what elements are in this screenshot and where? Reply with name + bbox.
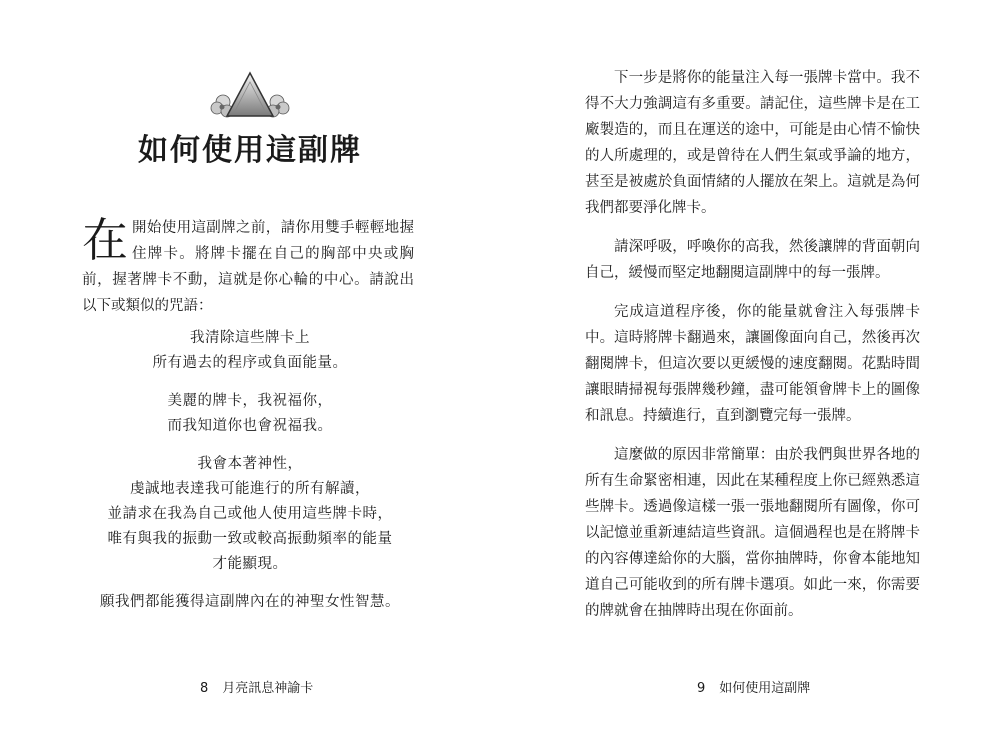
prayer-line: 我清除這些牌卡上 bbox=[190, 330, 310, 346]
prayer-line: 所有過去的程序或負面能量。 bbox=[152, 355, 348, 371]
prayer-line: 並請求在我為自己或他人使用這些牌卡時， bbox=[107, 506, 393, 522]
page-number: 9 bbox=[697, 681, 706, 696]
body-text bbox=[585, 65, 920, 637]
prayer-line: 而我知道你也會祝福我。 bbox=[167, 418, 333, 434]
prayer-stanza bbox=[60, 326, 440, 376]
prayer-stanza bbox=[60, 590, 440, 615]
prayer-block bbox=[60, 326, 440, 628]
drop-cap: 在 bbox=[82, 213, 128, 267]
intro-text: 開始使用這副牌之前，請你用雙手輕輕地握住牌卡。將牌卡擺在自己的胸部中央或胸前，握著牌卡不動，這就是你心輪的中心。請說出以下或類似的咒語： bbox=[82, 220, 414, 314]
right-page bbox=[500, 0, 1000, 733]
triangle-ornament-icon bbox=[205, 70, 295, 120]
page-footer bbox=[200, 677, 313, 696]
page-number: 8 bbox=[200, 681, 209, 696]
prayer-line: 願我們都能獲得這副牌內在的神聖女性智慧。 bbox=[100, 594, 400, 610]
prayer-line: 唯有與我的振動一致或較高振動頻率的能量 bbox=[107, 531, 393, 547]
running-footer-title: 如何使用這副牌 bbox=[719, 681, 811, 696]
prayer-line: 虔誠地表達我可能進行的所有解讀， bbox=[130, 481, 370, 497]
prayer-stanza bbox=[60, 389, 440, 439]
intro-paragraph bbox=[82, 215, 414, 319]
body-paragraph: 下一步是將你的能量注入每一張牌卡當中。我不得不大力強調這有多重要。請記住，這些牌卡是在工廠製造的，而且在運送的途中，可能是由心情不愉快的人所處理的，或是曾待在人們生氣或爭論的地方，甚至是被處於負面情緒的人擺放在架上。這就是為何我們都要淨化牌卡。 bbox=[585, 70, 920, 216]
body-paragraph: 這麼做的原因非常簡單：由於我們與世界各地的所有生命緊密相連，因此在某種程度上你已經熟悉這些牌卡。透過像這樣一張一張地翻閱所有圖像，你可以記憶並重新連結這些資訊。這個過程也是在將牌卡的內容傳達給你的大腦，當你抽牌時，你會本能地知道自己可能收到的所有牌卡選項。如此一來，你需要的牌就會在抽牌時出現在你面前。 bbox=[585, 447, 920, 619]
prayer-line: 才能顯現。 bbox=[212, 556, 288, 572]
running-footer-title: 月亮訊息神諭卡 bbox=[222, 681, 314, 696]
chapter-title: 如何使用這副牌 bbox=[138, 133, 362, 168]
body-paragraph: 請深呼吸，呼喚你的高我，然後讓牌的背面朝向自己，緩慢而堅定地翻閱這副牌中的每一張牌。 bbox=[585, 239, 920, 281]
page-footer bbox=[697, 677, 810, 696]
prayer-line: 我會本著神性， bbox=[197, 456, 303, 472]
prayer-stanza bbox=[60, 452, 440, 577]
prayer-line: 美麗的牌卡，我祝福你， bbox=[167, 393, 333, 409]
body-paragraph: 完成這道程序後，你的能量就會注入每張牌卡中。這時將牌卡翻過來，讓圖像面向自己，然後再次翻閱牌卡，但這次要以更緩慢的速度翻閱。花點時間讓眼睛掃視每張牌幾秒鐘，盡可能領會牌卡上的圖像和訊息。持續進行，直到瀏覽完每一張牌。 bbox=[585, 304, 920, 424]
